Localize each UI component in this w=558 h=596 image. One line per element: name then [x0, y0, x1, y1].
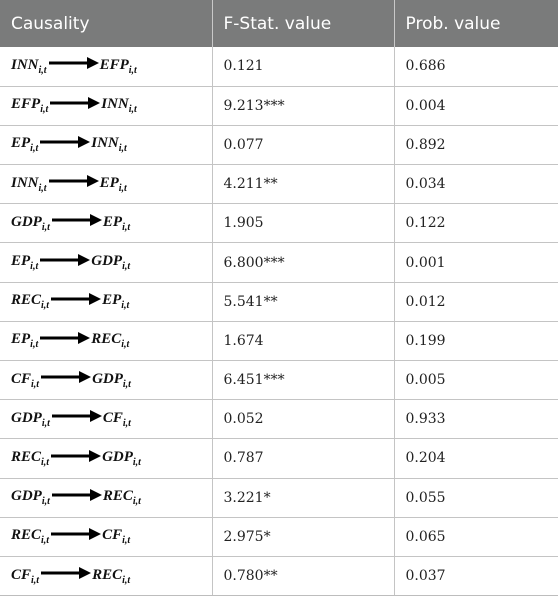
causality-relation	[11, 253, 131, 273]
right-arrow-icon	[51, 450, 101, 462]
cause-subscript: i,t	[41, 417, 50, 429]
right-arrow-icon	[50, 97, 100, 109]
effect-variable: CF	[102, 409, 123, 426]
table-row	[0, 125, 558, 164]
cause-variable: CF	[11, 370, 32, 387]
header-row	[0, 0, 558, 47]
prob-cell: 0.055	[394, 478, 558, 517]
fstat-cell: 1.674	[212, 321, 394, 360]
right-arrow-icon	[40, 136, 90, 148]
effect-subscript: i,t	[122, 378, 131, 390]
causality-relation	[11, 213, 131, 233]
cause-subscript: i,t	[41, 535, 50, 547]
effect-variable: INN	[101, 96, 129, 113]
cause-variable: REC	[11, 448, 42, 465]
cause-variable: EP	[11, 135, 31, 152]
prob-cell: 0.204	[394, 439, 558, 478]
effect-variable: EP	[102, 292, 122, 309]
right-arrow-icon	[49, 175, 99, 187]
table-row	[0, 321, 558, 360]
table-row	[0, 400, 558, 439]
prob-cell: 0.037	[394, 556, 558, 595]
prob-cell: 0.005	[394, 361, 558, 400]
effect-variable: EP	[99, 174, 119, 191]
causality-cell	[0, 478, 212, 517]
effect-subscript: i,t	[122, 535, 131, 547]
fstat-cell: 0.121	[212, 47, 394, 86]
causality-cell	[0, 47, 212, 86]
table-row	[0, 361, 558, 400]
effect-subscript: i,t	[118, 143, 127, 155]
causality-cell	[0, 282, 212, 321]
header-prob: Prob. value	[394, 0, 558, 47]
effect-variable: REC	[91, 331, 122, 348]
right-arrow-icon	[41, 371, 91, 383]
cause-subscript: i,t	[38, 182, 47, 194]
fstat-cell: 9.213***	[212, 86, 394, 125]
fstat-cell: 2.975*	[212, 517, 394, 556]
effect-subscript: i,t	[128, 104, 137, 116]
cause-variable: GDP	[11, 488, 42, 505]
table-row	[0, 282, 558, 321]
cause-variable: CF	[11, 566, 32, 583]
effect-subscript: i,t	[122, 574, 131, 586]
causality-cell	[0, 439, 212, 478]
effect-subscript: i,t	[132, 496, 141, 508]
fstat-cell: 6.800***	[212, 243, 394, 282]
effect-variable: GDP	[91, 253, 123, 270]
cause-subscript: i,t	[31, 378, 40, 390]
effect-variable: REC	[102, 488, 133, 505]
effect-variable: REC	[92, 566, 123, 583]
cause-subscript: i,t	[38, 64, 47, 76]
fstat-cell: 0.780**	[212, 556, 394, 595]
causality-cell	[0, 243, 212, 282]
causality-relation	[11, 56, 137, 76]
cause-variable: EP	[11, 331, 31, 348]
causality-relation	[11, 292, 130, 312]
right-arrow-icon	[51, 293, 101, 305]
prob-cell: 0.034	[394, 165, 558, 204]
table-row	[0, 478, 558, 517]
causality-relation	[11, 370, 131, 390]
right-arrow-icon	[52, 489, 102, 501]
cause-subscript: i,t	[41, 496, 50, 508]
prob-cell: 0.012	[394, 282, 558, 321]
prob-cell: 0.122	[394, 204, 558, 243]
table-row	[0, 517, 558, 556]
causality-relation	[11, 96, 137, 116]
cause-variable: EFP	[11, 96, 41, 113]
cause-variable: GDP	[11, 409, 42, 426]
prob-cell: 0.065	[394, 517, 558, 556]
table-row	[0, 243, 558, 282]
cause-variable: REC	[11, 292, 42, 309]
effect-variable: GDP	[102, 448, 133, 465]
prob-cell: 0.004	[394, 86, 558, 125]
cause-subscript: i,t	[41, 456, 50, 468]
effect-subscript: i,t	[121, 300, 130, 312]
cause-variable: INN	[11, 174, 39, 191]
cause-subscript: i,t	[41, 221, 50, 233]
right-arrow-icon	[52, 410, 102, 422]
header-fstat: F-Stat. value	[212, 0, 394, 47]
effect-variable: EP	[102, 213, 123, 230]
right-arrow-icon	[49, 57, 99, 69]
effect-variable: CF	[102, 527, 123, 544]
causality-relation	[11, 488, 141, 508]
prob-cell: 0.001	[394, 243, 558, 282]
table-row	[0, 165, 558, 204]
right-arrow-icon	[41, 567, 91, 579]
right-arrow-icon	[52, 214, 102, 226]
fstat-cell: 0.052	[212, 400, 394, 439]
causality-cell	[0, 556, 212, 595]
right-arrow-icon	[40, 254, 90, 266]
effect-subscript: i,t	[122, 261, 131, 273]
table-row	[0, 204, 558, 243]
causality-cell	[0, 165, 212, 204]
causality-cell	[0, 125, 212, 164]
prob-cell: 0.892	[394, 125, 558, 164]
right-arrow-icon	[51, 528, 101, 540]
cause-subscript: i,t	[31, 574, 40, 586]
causality-relation	[11, 331, 130, 351]
effect-variable: EFP	[99, 56, 129, 73]
effect-subscript: i,t	[128, 64, 137, 76]
causality-relation	[11, 174, 127, 194]
effect-subscript: i,t	[122, 417, 131, 429]
causality-cell	[0, 361, 212, 400]
prob-cell: 0.686	[394, 47, 558, 86]
causality-relation	[11, 135, 127, 155]
cause-subscript: i,t	[30, 261, 39, 273]
cause-variable: INN	[11, 56, 39, 73]
cause-subscript: i,t	[41, 300, 50, 312]
header-causality: Causality	[0, 0, 212, 47]
fstat-cell: 5.541**	[212, 282, 394, 321]
cause-subscript: i,t	[30, 339, 39, 351]
table-row	[0, 86, 558, 125]
effect-subscript: i,t	[118, 182, 127, 194]
prob-cell: 0.933	[394, 400, 558, 439]
fstat-cell: 6.451***	[212, 361, 394, 400]
causality-cell	[0, 517, 212, 556]
prob-cell: 0.199	[394, 321, 558, 360]
right-arrow-icon	[40, 332, 90, 344]
cause-subscript: i,t	[30, 143, 39, 155]
causality-cell	[0, 321, 212, 360]
fstat-cell: 1.905	[212, 204, 394, 243]
fstat-cell: 4.211**	[212, 165, 394, 204]
fstat-cell: 3.221*	[212, 478, 394, 517]
causality-relation	[11, 566, 131, 586]
causality-relation	[11, 409, 131, 429]
fstat-cell: 0.787	[212, 439, 394, 478]
causality-cell	[0, 400, 212, 439]
cause-variable: REC	[11, 527, 42, 544]
causality-relation	[11, 527, 131, 547]
causality-cell	[0, 204, 212, 243]
cause-variable: EP	[11, 253, 31, 270]
effect-variable: GDP	[92, 370, 123, 387]
causality-cell	[0, 86, 212, 125]
table-row	[0, 439, 558, 478]
table-row	[0, 47, 558, 86]
effect-subscript: i,t	[132, 456, 141, 468]
table-row	[0, 556, 558, 595]
effect-subscript: i,t	[122, 221, 131, 233]
effect-variable: INN	[91, 135, 119, 152]
cause-variable: GDP	[11, 213, 42, 230]
causality-relation	[11, 448, 141, 468]
cause-subscript: i,t	[40, 104, 49, 116]
effect-subscript: i,t	[121, 339, 130, 351]
fstat-cell: 0.077	[212, 125, 394, 164]
